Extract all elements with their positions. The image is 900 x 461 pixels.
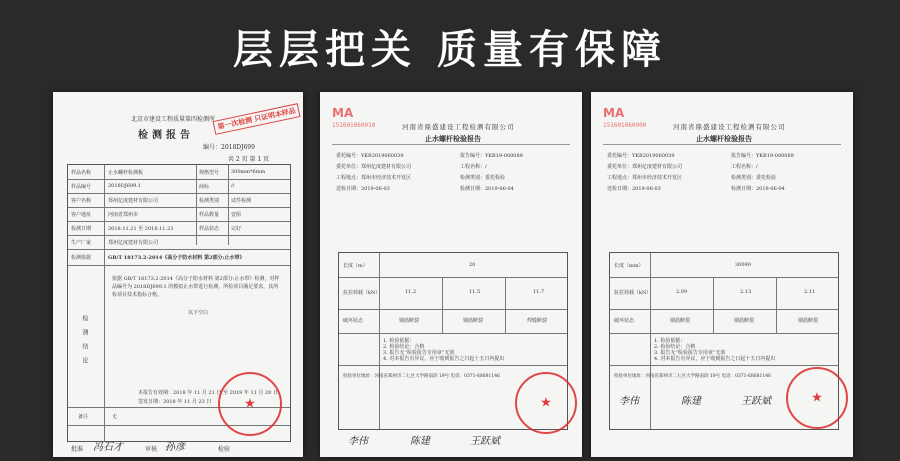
tester-label: 检验 <box>218 446 231 453</box>
rect-stamp: 第一次检测 只证明本样品 <box>212 103 300 135</box>
cell-k2-2: 检测类别 <box>199 198 220 204</box>
ma-number: 151601060000 <box>603 122 647 129</box>
page-count: 共 2 页 第 1 页 <box>228 156 270 163</box>
footer-address: 检验单位地址：河南省郑州市二七区大学路南段 19号 电话：0371-68681146 <box>614 374 771 379</box>
field-2: 委托单位：郑州亿度建材有限公司 <box>607 164 683 170</box>
row-value-0: 2.09 <box>676 289 688 295</box>
company-name: 河南省鼎盛建设工程检测有限公司 <box>673 123 786 131</box>
signature-3: 王跃斌 <box>470 436 500 447</box>
company-name: 河南省鼎盛建设工程检测有限公司 <box>402 123 515 131</box>
row2-value-2: 焊缝断裂 <box>527 318 548 324</box>
row2-label: 破坏状态 <box>343 318 364 324</box>
note-2: 3. 报告无“检验报告专用章”无效 <box>654 350 726 356</box>
test-report-beijing <box>53 92 303 457</box>
signature-3: 王跃斌 <box>741 396 771 407</box>
signature-2: 陈建 <box>410 436 430 447</box>
row-value-2: 11.7 <box>533 289 545 295</box>
field-6: 送检日期：2019-06-03 <box>607 186 661 192</box>
field-3: 工程名称：/ <box>731 164 758 170</box>
note-1: 2. 检验结论：合格 <box>383 344 425 350</box>
field-6: 送检日期：2019-06-03 <box>336 186 390 192</box>
ma-number: 151601060010 <box>332 122 376 129</box>
cell-v2-2: 试件检测 <box>231 198 252 204</box>
cell-k1-5: 生产厂家 <box>71 240 92 246</box>
note-3: 4. 对本报告有异议，应于收到报告之日起十五日内提出 <box>654 356 776 362</box>
cell-v2-0: 300mm*6mm <box>231 169 266 175</box>
cell-v1-3: 河南省郑州市 <box>108 212 139 218</box>
footer-address: 检验单位地址：河南省郑州市二七区大学路南段 19号 电话：0371-68681146 <box>343 374 500 379</box>
row-label: 抗拉荷载（kN） <box>614 290 652 296</box>
official-seal: ★ <box>786 367 848 429</box>
cell-k1-3: 客户地址 <box>71 212 92 218</box>
cell-v1-0: 止水螺杆检测板 <box>108 170 144 176</box>
table-header: 长度（m） <box>343 263 368 269</box>
inspection-report-2 <box>591 92 853 457</box>
row-value-0: 11.2 <box>405 289 417 295</box>
remark-value: 无 <box>112 414 118 420</box>
approver-signature: 冯石才 <box>93 442 123 453</box>
cell-v2-4: 完好 <box>231 226 242 232</box>
field-1: 报告编号：YKB19-000089 <box>460 153 523 159</box>
row2-value-0: 钢筋断裂 <box>670 318 691 324</box>
cell-k1-0: 样品名称 <box>71 170 92 176</box>
note-1: 2. 检验结论：合格 <box>654 344 696 350</box>
signature-1: 李伟 <box>619 396 639 407</box>
conclusion-sub: 以下空白 <box>188 310 209 316</box>
row-label: 抗拉荷载（kN） <box>343 290 381 296</box>
row2-value-2: 钢筋断裂 <box>798 318 819 324</box>
cell-v2-3: 壹组 <box>231 212 242 218</box>
cell-v1-6: GB/T 18173.2-2014《高分子防水材料 第2部分:止水带》 <box>108 255 245 261</box>
issue-date: 签发日期：2018 年 11 月 23 日 <box>138 399 212 405</box>
table-header: 长度（mm） <box>614 263 644 269</box>
title-divider <box>332 144 570 145</box>
report-title: 止水螺杆检验报告 <box>425 134 481 143</box>
field-4: 工程地点：郑州市经济技术开发区 <box>336 175 412 181</box>
row-value-1: 11.5 <box>469 289 481 295</box>
cell-v1-1: 2018DJ699.1 <box>108 183 142 189</box>
note-2: 3. 报告无“检验报告专用章”无效 <box>383 350 455 356</box>
remark-label: 备注 <box>78 414 89 420</box>
cell-v2-1: // <box>231 183 235 189</box>
note-0: 1. 检验依据： <box>383 338 415 344</box>
field-2: 委托单位：郑州亿度建材有限公司 <box>336 164 412 170</box>
banner-title: 层层把关 质量有保障 <box>233 27 667 73</box>
reviewer-signature: 孙彦 <box>165 442 185 453</box>
row2-value-1: 钢筋断裂 <box>463 318 484 324</box>
row2-label: 破坏状态 <box>614 318 635 324</box>
field-7: 检测日期：2019-06-04 <box>460 186 514 192</box>
approver-label: 批准 <box>71 446 84 453</box>
cell-v1-4: 2018.11.21 至 2018.11.23 <box>108 226 174 232</box>
cell-v1-2: 郑州亿度建材有限公司 <box>108 198 159 204</box>
conclusion-label: 检测结论 <box>81 315 88 371</box>
ma-logo: MA <box>332 106 354 120</box>
cell-k2-4: 样品状态 <box>199 226 220 232</box>
inspection-report-1 <box>320 92 582 457</box>
row-value-1: 2.13 <box>740 289 752 295</box>
field-5: 检测类别：委托检验 <box>460 175 506 181</box>
title-divider <box>603 144 841 145</box>
table-header-value: 20 <box>469 262 476 268</box>
note-0: 1. 检验依据： <box>654 338 686 344</box>
official-seal: ★ <box>515 372 577 434</box>
note-3: 4. 对本报告有异议，应于收到报告之日起十五日内提出 <box>383 356 505 362</box>
row2-value-0: 钢筋断裂 <box>399 318 420 324</box>
validity-date: 本报告有效期：2018 年 11 月 21 日 至 2019 年 11 月 20 日 <box>138 390 278 396</box>
official-seal: ★ <box>218 372 282 436</box>
cell-k2-0: 规格型号 <box>199 170 220 176</box>
org-header: 北京市建设工程质量第四检测所 <box>131 116 216 123</box>
cell-k2-1: 商标 <box>199 184 210 190</box>
report-number: 编号：2018DJ699 <box>203 144 255 151</box>
cell-k1-6: 检测依据 <box>71 255 92 261</box>
row-value-2: 2.11 <box>804 289 816 295</box>
table-header-value: 30090 <box>735 262 751 268</box>
reviewer-label: 审核 <box>145 446 158 453</box>
ma-logo: MA <box>603 106 625 120</box>
conclusion-text: 依据 GB/T 18173.2-2014《高分子防水材料 第2部分:止水带》检测，对样品编号为 2018DJ699.1 的模拟止水带进行检测，所检项目满足要求，其所检项目技术指标合格。 <box>112 276 280 298</box>
field-0: 委托编号：YKB2019060039 <box>607 153 675 159</box>
cell-v1-5: 郑州亿度建材有限公司 <box>108 240 159 246</box>
cell-k1-4: 检测日期 <box>71 226 92 232</box>
cell-k2-3: 样品数量 <box>199 212 220 218</box>
cell-k1-2: 客户名称 <box>71 198 92 204</box>
field-7: 检测日期：2019-06-04 <box>731 186 785 192</box>
report-title: 止水螺杆检验报告 <box>696 134 752 143</box>
signature-1: 李伟 <box>348 436 368 447</box>
field-4: 工程地点：郑州市经济技术开发区 <box>607 175 683 181</box>
row2-value-1: 钢筋断裂 <box>734 318 755 324</box>
field-1: 报告编号：YKB19-000089 <box>731 153 794 159</box>
report-title: 检测报告 <box>138 130 194 141</box>
signature-2: 陈建 <box>681 396 701 407</box>
cell-k1-1: 样品编号 <box>71 184 92 190</box>
field-3: 工程名称：/ <box>460 164 487 170</box>
field-5: 检测类别：委托检验 <box>731 175 777 181</box>
field-0: 委托编号：YKB2019060039 <box>336 153 404 159</box>
